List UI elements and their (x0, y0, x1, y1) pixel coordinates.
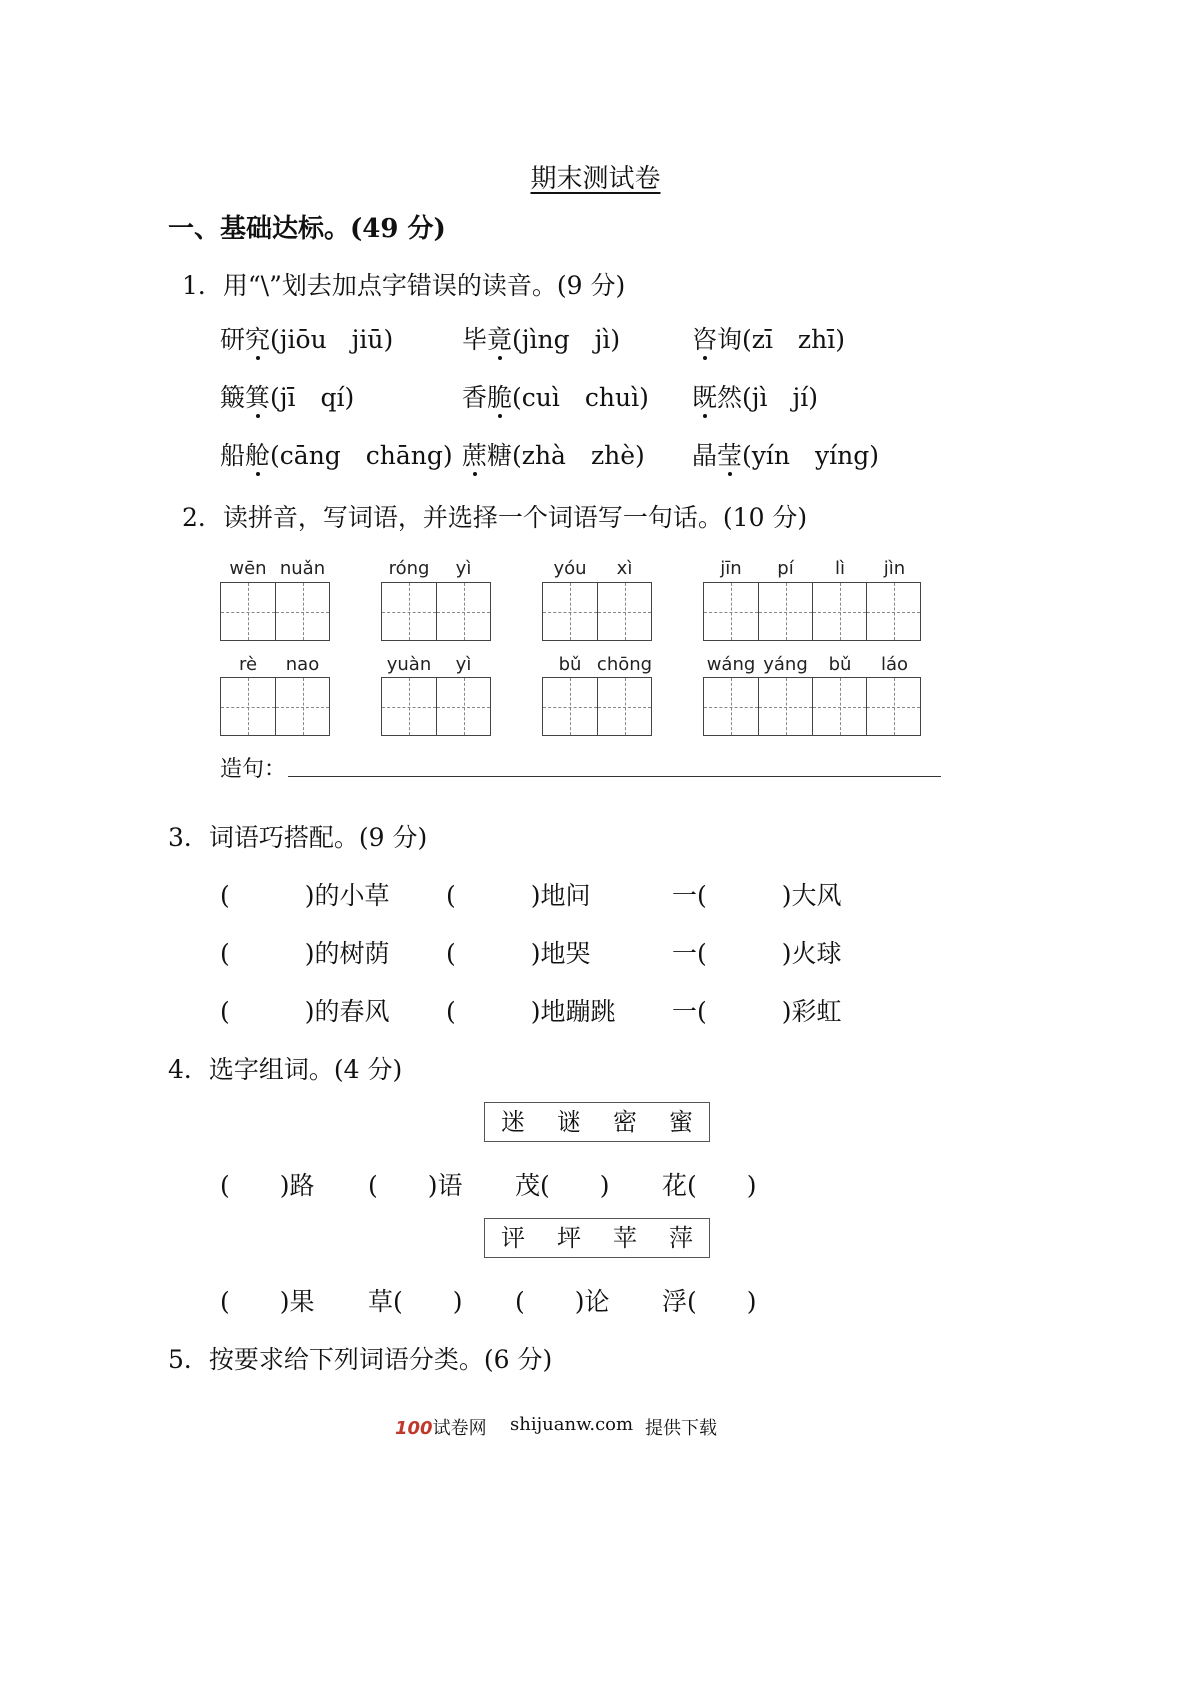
question-5-prompt: 5．按要求给下列词语分类。(6 分) (168, 1345, 553, 1374)
character-writing-grid[interactable] (703, 677, 921, 736)
tianzige-cell[interactable] (436, 678, 490, 735)
tianzige-cell[interactable] (758, 583, 812, 640)
pinyin-choice-item[interactable] (220, 436, 453, 472)
choice-char: 萍 (669, 1224, 693, 1252)
pinyin-syllable: yì (455, 558, 472, 579)
character-writing-grid[interactable] (703, 582, 921, 641)
tianzige-cell[interactable] (543, 678, 597, 735)
sentence-answer-line[interactable] (288, 776, 941, 777)
pinyin-options: 询(zī zhī) (717, 325, 845, 354)
dotted-character: 舱 (245, 441, 271, 470)
tianzige-cell[interactable] (275, 583, 329, 640)
fill-in-blank[interactable]: 一( )彩虹 (672, 997, 842, 1026)
pinyin-syllable: lì (834, 558, 845, 579)
question-2-prompt: 2．读拼音，写词语，并选择一个词语写一句话。(10 分) (182, 503, 808, 532)
tianzige-cell[interactable] (597, 583, 651, 640)
pinyin-syllable: láo (880, 654, 909, 675)
tianzige-cell[interactable] (812, 678, 866, 735)
fill-in-blank[interactable]: 一( )大风 (672, 881, 842, 910)
pinyin-options: (cuì chuì) (512, 383, 649, 412)
tianzige-cell[interactable] (597, 678, 651, 735)
pinyin-choice-item[interactable] (220, 320, 393, 356)
pinyin-syllable: bǔ (558, 654, 582, 675)
tianzige-cell[interactable] (866, 583, 920, 640)
word-part: 船 (220, 441, 246, 470)
pinyin-choice-item[interactable] (220, 378, 354, 414)
tianzige-cell[interactable] (221, 678, 275, 735)
tianzige-cell[interactable] (758, 678, 812, 735)
pinyin-syllable: xì (616, 558, 633, 579)
tianzige-cell[interactable] (436, 583, 490, 640)
section-heading: 一、基础达标。(49 分) (168, 214, 446, 244)
question-4-prompt: 4．选字组词。(4 分) (168, 1055, 403, 1084)
pinyin-row (703, 558, 921, 580)
dotted-character: 竟 (487, 325, 513, 354)
question-3-prompt: 3．词语巧搭配。(9 分) (168, 823, 428, 852)
pinyin-syllable: róng (388, 558, 430, 579)
pinyin-syllable: chōng (596, 654, 653, 675)
pinyin-choice-item[interactable] (692, 320, 845, 356)
fill-in-blank[interactable]: ( )地问 (446, 881, 591, 910)
fill-in-blank[interactable]: 一( )火球 (672, 939, 842, 968)
dotted-character: 咨 (692, 325, 718, 354)
dotted-character: 究 (245, 325, 271, 354)
fill-item[interactable]: ( )路 (220, 1171, 315, 1200)
word-part: 毕 (462, 325, 488, 354)
footer-domain[interactable]: shijuanw.com (510, 1414, 634, 1435)
pinyin-syllable: yóu (553, 558, 587, 579)
fill-item[interactable]: 花( ) (662, 1171, 757, 1200)
pinyin-choice-item[interactable] (462, 320, 620, 356)
pinyin-options: (cāng chāng) (270, 441, 453, 470)
pinyin-row (220, 558, 329, 580)
pinyin-options: (jìng jì) (512, 325, 621, 354)
pinyin-options: (jī qí) (270, 383, 355, 412)
pinyin-syllable: nuǎn (279, 558, 326, 579)
site-name: 试卷网 (432, 1418, 487, 1439)
fill-item[interactable]: ( )果 (220, 1287, 315, 1316)
fill-in-blank[interactable]: ( )地哭 (446, 939, 591, 968)
fill-in-blank[interactable]: ( )的春风 (220, 997, 390, 1026)
pinyin-row (703, 654, 921, 676)
character-writing-grid[interactable] (542, 582, 652, 641)
tianzige-cell[interactable] (543, 583, 597, 640)
fill-item[interactable]: 浮( ) (662, 1287, 757, 1316)
choice-char: 评 (501, 1224, 525, 1252)
character-writing-grid[interactable] (220, 582, 330, 641)
tianzige-cell[interactable] (221, 583, 275, 640)
word-part: 簸 (220, 383, 246, 412)
pinyin-row (381, 654, 490, 676)
pinyin-syllable: bǔ (828, 654, 852, 675)
pinyin-row (542, 654, 651, 676)
character-writing-grid[interactable] (542, 677, 652, 736)
word-part: 香 (462, 383, 488, 412)
pinyin-choice-item[interactable] (462, 378, 649, 414)
fill-in-blank[interactable]: ( )地蹦跳 (446, 997, 616, 1026)
pinyin-syllable: nao (285, 654, 320, 675)
pinyin-row (542, 558, 651, 580)
pinyin-options: 然(jì jí) (717, 383, 819, 412)
fill-item[interactable]: 茂( ) (515, 1171, 610, 1200)
fill-item[interactable]: ( )论 (515, 1287, 610, 1316)
pinyin-syllable: yì (455, 654, 472, 675)
tianzige-cell[interactable] (704, 583, 758, 640)
pinyin-syllable: rè (238, 654, 258, 675)
pinyin-syllable: wēn (229, 558, 267, 579)
footer-brand (395, 1414, 487, 1440)
pinyin-options: (jiōu jiū) (270, 325, 394, 354)
choice-char: 谜 (557, 1108, 581, 1136)
footer-tagline: 提供下载 (645, 1418, 717, 1439)
pinyin-options: (yín yíng) (742, 441, 879, 470)
tianzige-cell[interactable] (382, 678, 436, 735)
pinyin-syllable: pí (777, 558, 794, 579)
choice-char: 密 (613, 1108, 637, 1136)
fill-in-blank[interactable]: ( )的小草 (220, 881, 390, 910)
fill-item[interactable]: ( )语 (368, 1171, 463, 1200)
tianzige-cell[interactable] (704, 678, 758, 735)
page-title: 期末测试卷 (530, 164, 661, 194)
question-1-prompt: 1．用“\”划去加点字错误的读音。(9 分) (182, 271, 626, 300)
pinyin-row (381, 558, 490, 580)
fill-in-blank[interactable]: ( )的树荫 (220, 939, 390, 968)
character-writing-grid[interactable] (381, 582, 491, 641)
pinyin-row (220, 654, 329, 676)
site-logo: 100 (395, 1418, 433, 1439)
word-part: 晶 (692, 441, 718, 470)
pinyin-syllable: jìn (883, 558, 906, 579)
pinyin-choice-item[interactable] (462, 436, 645, 472)
fill-item[interactable]: 草( ) (368, 1287, 463, 1316)
pinyin-choice-item[interactable] (692, 378, 818, 414)
pinyin-syllable: yuàn (386, 654, 432, 675)
character-writing-grid[interactable] (220, 677, 330, 736)
tianzige-cell[interactable] (812, 583, 866, 640)
character-writing-grid[interactable] (381, 677, 491, 736)
dotted-character: 脆 (487, 383, 513, 412)
character-choice-box-1 (484, 1102, 710, 1142)
pinyin-syllable: yáng (763, 654, 808, 675)
character-choice-box-2 (484, 1218, 710, 1258)
dotted-character: 箕 (245, 383, 271, 412)
pinyin-choice-item[interactable] (692, 436, 879, 472)
dotted-character: 莹 (717, 441, 743, 470)
tianzige-cell[interactable] (866, 678, 920, 735)
dotted-character: 蔗 (462, 441, 488, 470)
word-part: 研 (220, 325, 246, 354)
pinyin-options: 糖(zhà zhè) (487, 441, 645, 470)
choice-char: 苹 (613, 1224, 637, 1252)
tianzige-cell[interactable] (275, 678, 329, 735)
dotted-character: 既 (692, 383, 718, 412)
choice-char: 坪 (557, 1224, 581, 1252)
sentence-label: 造句： (220, 757, 287, 782)
tianzige-cell[interactable] (382, 583, 436, 640)
choice-char: 迷 (501, 1108, 525, 1136)
pinyin-syllable: wáng (706, 654, 756, 675)
choice-char: 蜜 (669, 1108, 693, 1136)
pinyin-syllable: jīn (720, 558, 742, 579)
